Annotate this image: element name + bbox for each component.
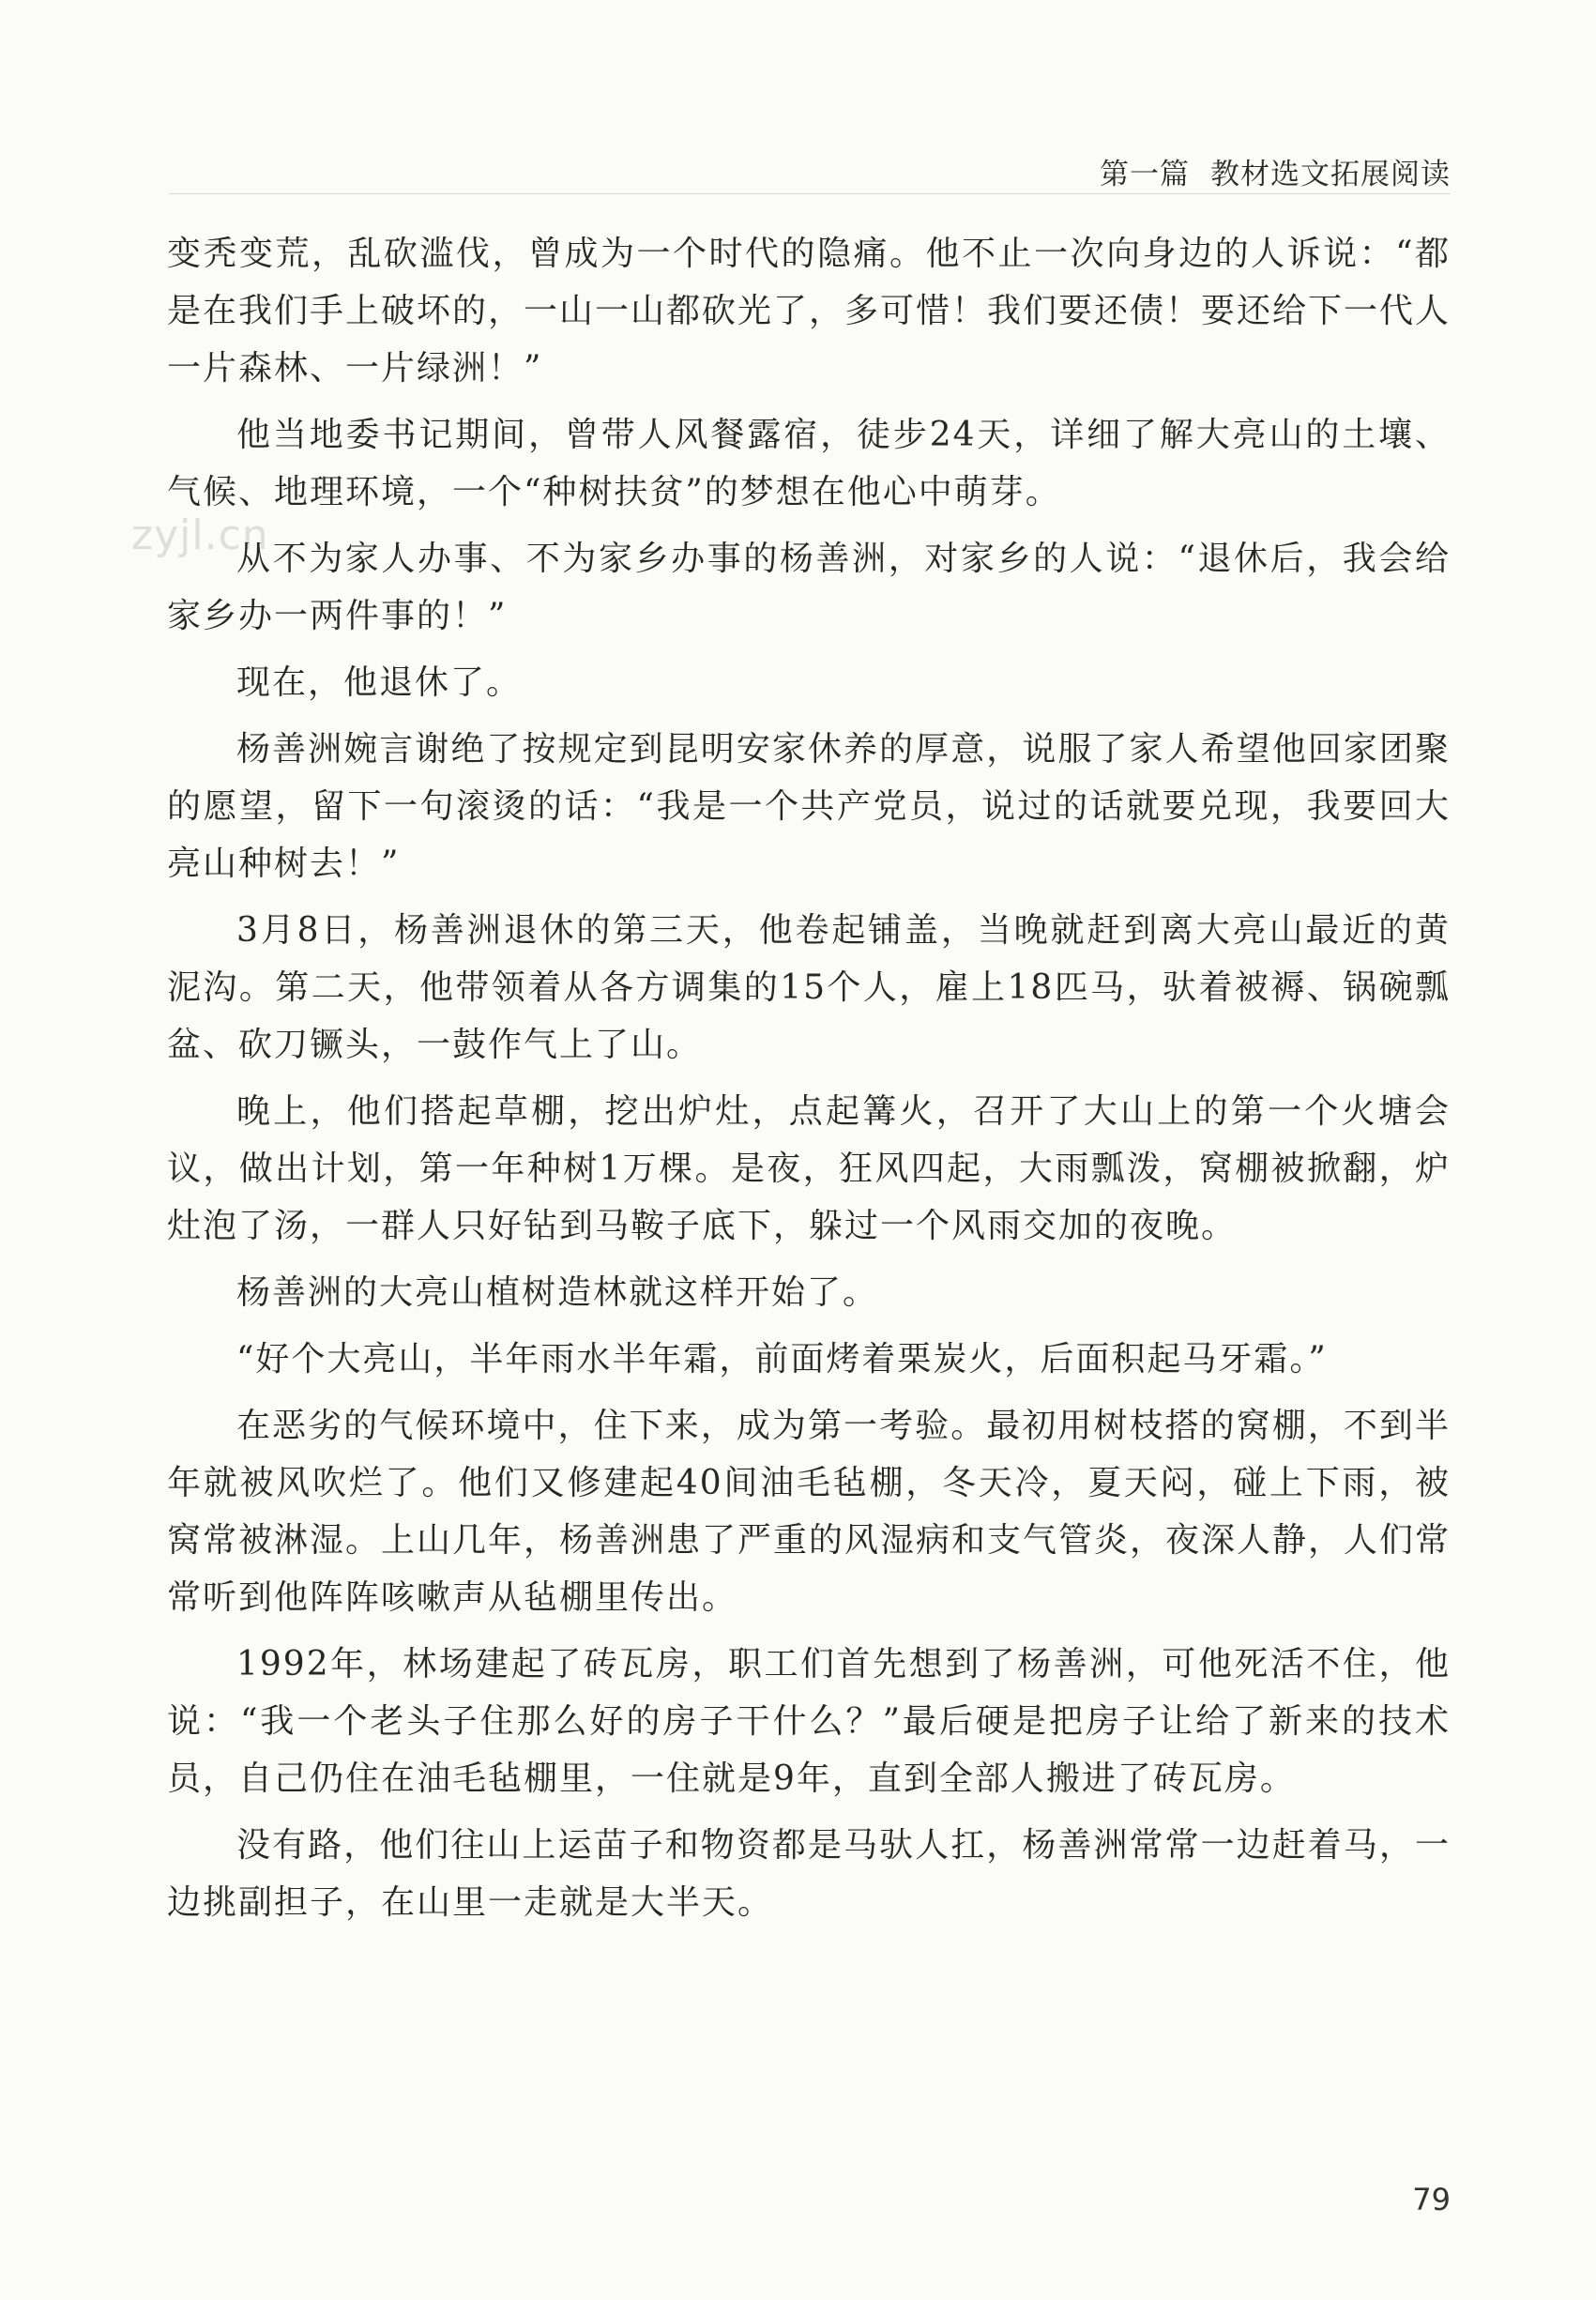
paragraph-7: 晚上，他们搭起草棚，挖出炉灶，点起篝火，召开了大山上的第一个火塘会议，做出计划，第一年种树1万棵。是夜，狂风四起，大雨瓢泼，窝棚被掀翻，炉灶泡了汤，一群人只好钻到马鞍子底下，躲过一个风雨交加的夜晚。 <box>167 1092 1451 1245</box>
paragraph-11: 1992年，林场建起了砖瓦房，职工们首先想到了杨善洲，可他死活不住，他说：“我一个老头子住那么好的房子干什么？”最后硬是把房子让给了新来的技术员，自己仍住在油毛毡棚里，一住就是9年，直到全部人搬进了砖瓦房。 <box>167 1645 1451 1798</box>
watermark: zyjl.cn <box>131 511 269 559</box>
paragraph-5: 杨善洲婉言谢绝了按规定到昆明安家休养的厚意，说服了家人希望他回家团聚的愿望，留下一句滚烫的话：“我是一个共产党员，说过的话就要兑现，我要回大亮山种树去！” <box>167 730 1451 883</box>
paragraph-4: 现在，他退休了。 <box>236 663 523 702</box>
running-header <box>1100 150 1451 192</box>
article-body <box>167 225 1451 1941</box>
paragraph-8: 杨善洲的大亮山植树造林就这样开始了。 <box>236 1273 879 1312</box>
header-section-title: 教材选文拓展阅读 <box>1210 158 1451 191</box>
paragraph-12: 没有路，他们往山上运苗子和物资都是马驮人扛，杨善洲常常一边赶着马，一边挑副担子，在山里一走就是大半天。 <box>167 1826 1451 1922</box>
paragraph-3: 从不为家人办事、不为家乡办事的杨善洲，对家乡的人说：“退休后，我会给家乡办一两件事的！” <box>167 540 1451 635</box>
paragraph-6: 3月8日，杨善洲退休的第三天，他卷起铺盖，当晚就赶到离大亮山最近的黄泥沟。第二天，他带领着从各方调集的15个人，雇上18匹马，驮着被褥、锅碗瓢盆、砍刀镢头，一鼓作气上了山。 <box>167 911 1451 1064</box>
paragraph-9: “好个大亮山，半年雨水半年霜，前面烤着栗炭火，后面积起马牙霜。” <box>236 1340 1328 1378</box>
paragraph-2: 他当地委书记期间，曾带人风餐露宿，徒步24天，详细了解大亮山的土壤、气候、地理环境，一个“种树扶贫”的梦想在他心中萌芽。 <box>167 416 1451 511</box>
paragraph-1: 变秃变荒，乱砍滥伐，曾成为一个时代的隐痛。他不止一次向身边的人诉说：“都是在我们手上破坏的，一山一山都砍光了，多可惜！我们要还债！要还给下一代人一片森林、一片绿洲！” <box>167 235 1452 388</box>
page-number: 79 <box>1412 2182 1451 2217</box>
header-part-label: 第一篇 <box>1100 158 1190 191</box>
header-divider <box>169 193 1451 194</box>
paragraph-10: 在恶劣的气候环境中，住下来，成为第一考验。最初用树枝搭的窝棚，不到半年就被风吹烂了。他们又修建起40间油毛毡棚，冬天冷，夏天闷，碰上下雨，被窝常被淋湿。上山几年，杨善洲患了严重的风湿病和支气管炎，夜深人静，人们常常听到他阵阵咳嗽声从毡棚里传出。 <box>167 1407 1452 1617</box>
